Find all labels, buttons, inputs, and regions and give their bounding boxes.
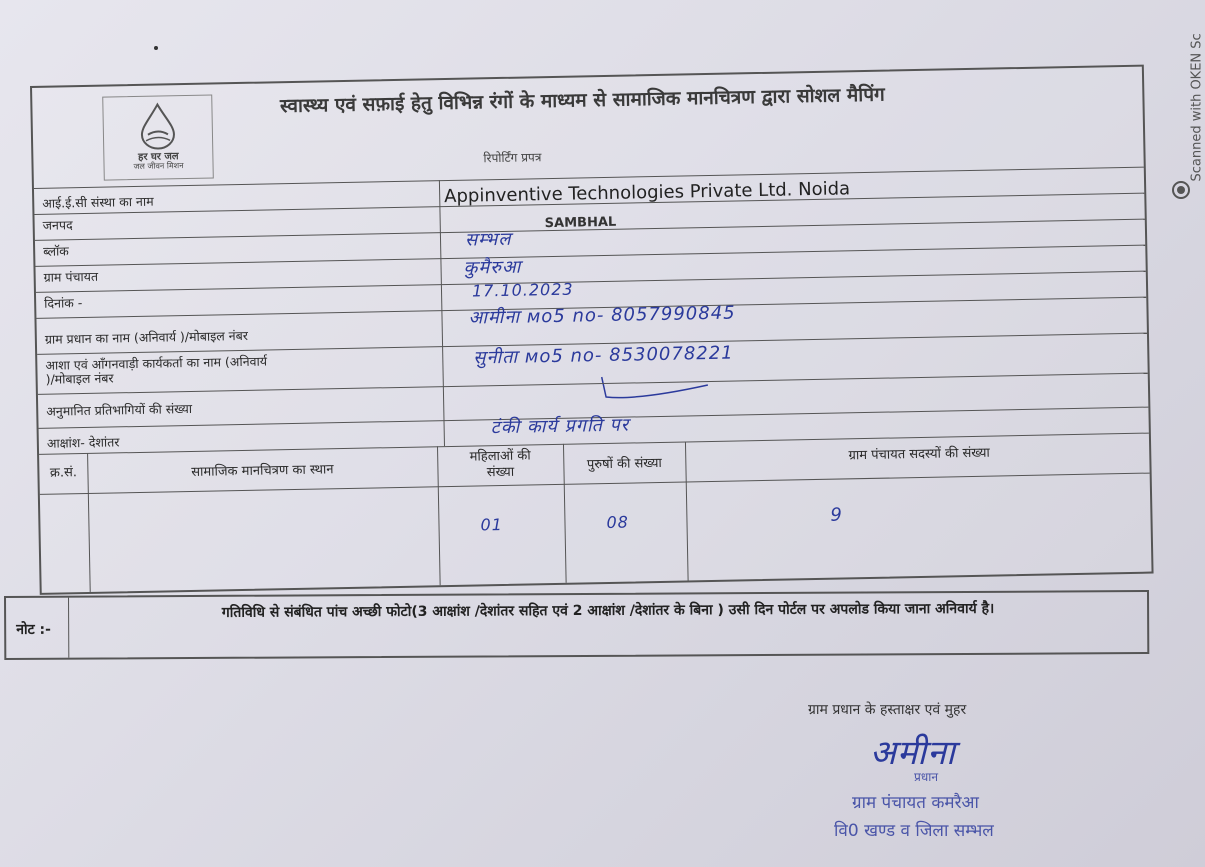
district-value: SAMBHAL — [544, 214, 617, 232]
th-men: पुरुषों की संख्या — [586, 455, 662, 473]
speck — [154, 46, 158, 50]
panchayat-value: कुमैरुआ — [463, 256, 522, 279]
men-count: 08 — [606, 512, 630, 533]
logo-text-2: जल जीवन मिशन — [133, 161, 184, 172]
label-value-divider — [439, 180, 445, 446]
pradhan-value: आमीना мо5 no- 8057990845 — [468, 302, 736, 329]
scan-watermark-text: Scanned with OKEN Sc — [1189, 33, 1205, 182]
scan-watermark — [1167, 4, 1205, 204]
iec-value: Appinventive Technologies Private Ltd. Noida — [443, 178, 851, 208]
stamp-line-3: वि0 खण्ड व जिला सम्भल — [834, 821, 994, 841]
date-label: दिनांक - — [44, 295, 83, 311]
scanner-logo-icon — [1171, 180, 1191, 200]
note-divider — [68, 598, 69, 658]
iec-label: आई.ई.सी संस्था का नाम — [42, 193, 154, 211]
block-value: सम्भल — [464, 228, 512, 251]
asha-value: सुनीता мо5 no- 8530078221 — [473, 342, 734, 369]
latlong-label: आक्षांश- देशांतर — [46, 434, 120, 451]
asha-label-2: )/मोबाइल नंबर — [45, 370, 114, 387]
th-members: ग्राम पंचायत सदस्यों की संख्या — [848, 445, 990, 464]
participants-label: अनुमानित प्रतिभागियों की संख्या — [46, 400, 193, 419]
form-title: स्वास्थ्य एवं सफ़ाई हेतु विभिन्न रंगों के माध्यम से सामाजिक मानचित्रण द्वारा सोशल मैपिंग — [279, 83, 885, 118]
pradhan-stamp — [830, 730, 1090, 860]
members-count: 9 — [830, 504, 844, 526]
panchayat-label: ग्राम पंचायत — [43, 268, 99, 285]
date-value: 17.10.2023 — [471, 279, 574, 301]
latlong-value: टंकी कार्य प्रगति पर — [490, 414, 630, 439]
block-label: ब्लॉक — [43, 243, 69, 259]
signature-name: अमीना — [870, 733, 956, 773]
asha-label-1: आशा एवं आँगनवाड़ी कार्यकर्ता का नाम (अनिवार्य — [45, 353, 268, 373]
th-women-2: संख्या — [486, 464, 515, 481]
pen-stroke-mark — [598, 371, 719, 403]
note-label: नोट :- — [16, 621, 51, 638]
row-date — [36, 268, 1146, 311]
women-count: 01 — [480, 515, 504, 535]
form-subtitle: रिपोर्टिंग प्रपत्र — [483, 150, 542, 166]
th-sno: क्र.सं. — [49, 465, 78, 481]
note-text: गतिविधि से संबंधित पांच अच्छी फोटो(3 आक्षांश /देशांतर सहित एवं 2 आक्षांश /देशांतर के बिना ) उसी दिन पोर्टल पर अपलोड किया जाना अनिवार्य है। — [221, 600, 995, 621]
signature-label: ग्राम प्रधान के हस्ताक्षर एवं मुहर — [808, 702, 967, 718]
stamp-line-1: प्रधान — [914, 770, 938, 784]
col-divider-4 — [685, 441, 689, 580]
district-label: जनपद — [42, 217, 73, 233]
th-place: सामाजिक मानचित्रण का स्थान — [191, 462, 334, 480]
stamp-line-2: ग्राम पंचायत कमरैआ — [852, 793, 979, 813]
note-box — [4, 590, 1149, 660]
row-participants — [38, 370, 1148, 419]
pradhan-label: ग्राम प्रधान का नाम (अनिवार्य )/मोबाइल नंबर — [44, 327, 249, 347]
reporting-form — [30, 65, 1154, 595]
har-ghar-jal-logo — [102, 95, 214, 181]
water-drop-icon — [127, 100, 188, 151]
logo-text-1: हर घर जल — [137, 151, 179, 163]
th-women-1: महिलाओं की — [469, 448, 531, 465]
